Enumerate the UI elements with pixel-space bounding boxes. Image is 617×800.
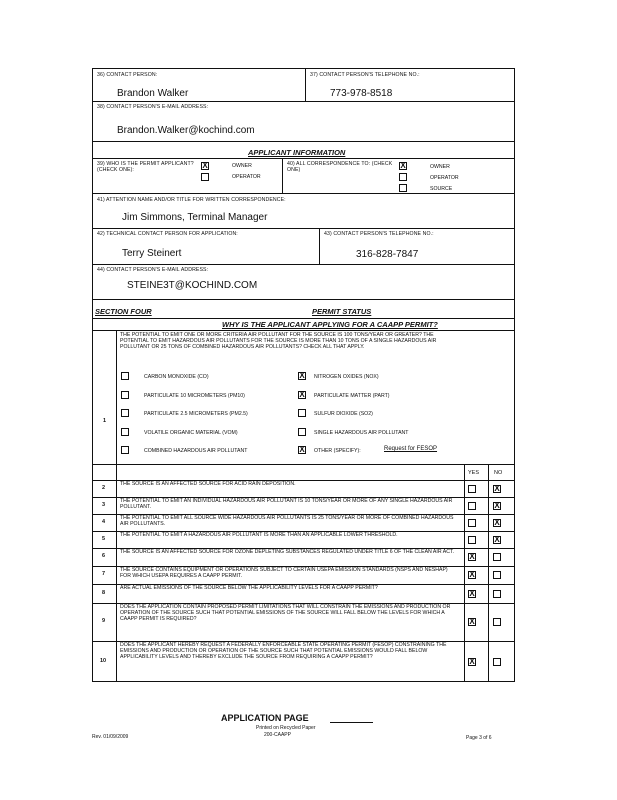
question-no-checkbox[interactable]	[493, 590, 501, 598]
field-42-label: 42) TECHNICAL CONTACT PERSON FOR APPLICATION:	[97, 231, 238, 237]
pollutant-left-checkbox[interactable]	[121, 446, 129, 454]
contact-email-field[interactable]: Brandon.Walker@kochind.com	[117, 125, 255, 136]
pollutant-left-checkbox[interactable]	[121, 372, 129, 380]
question-no-checkbox[interactable]: X	[494, 484, 500, 493]
applicant-info-title: APPLICANT INFORMATION	[248, 148, 346, 157]
question-no-checkbox[interactable]	[493, 571, 501, 579]
question-no-checkbox[interactable]	[493, 618, 501, 626]
correspondence-source-label: SOURCE	[430, 186, 453, 192]
pollutant-right-checkbox[interactable]	[298, 428, 306, 436]
correspondence-owner-label: OWNER	[430, 164, 450, 170]
correspondence-operator-checkbox[interactable]	[399, 173, 407, 181]
pollutant-left-checkbox[interactable]	[121, 391, 129, 399]
question-no-checkbox[interactable]: X	[494, 518, 500, 527]
form-code: 200-CAAPP	[264, 732, 291, 738]
question-yes-checkbox[interactable]: X	[469, 552, 475, 561]
field-43-label: 43) CONTACT PERSON'S TELEPHONE NO.:	[324, 231, 434, 237]
question-number: 2	[102, 484, 106, 491]
question-text: THE POTENTIAL TO EMIT AN INDIVIDUAL HAZARDOUS AIR POLLUTANT IS 10 TONS/YEAR OR MORE OF ANY SINGLE HAZARDOUS AIR POLLUTANT.	[120, 498, 453, 511]
yes-column-header: YES	[468, 470, 480, 476]
question-text: THE POTENTIAL TO EMIT ALL SOURCE WIDE HAZARDOUS AIR POLLUTANTS IS 25 TONS/YEAR OR MORE OF COMBINED HAZARDOUS AIR POLLUTANTS.	[120, 515, 454, 528]
question-number: 6	[102, 553, 106, 559]
correspondence-owner-checkbox[interactable]: X	[400, 161, 406, 170]
field-41-label: 41) ATTENTION NAME AND/OR TITLE FOR WRITTEN CORRESPONDENCE:	[97, 197, 286, 203]
pollutant-left-checkbox[interactable]	[121, 409, 129, 417]
pollutant-left-label: CARBON MONOXIDE (CO)	[144, 374, 209, 380]
question-text: DOES THE APPLICATION CONTAIN PROPOSED PERMIT LIMITATIONS THAT WILL CONSTRAIN THE EMISSIONS AND PRODUCTION OR OPERATION OF THE SOURCE SUCH THAT POTENTIAL EMISSIONS OF THE SOURCE WILL FALL BELOW THE LEVELS FOR WHICH A CAAPP PERMIT IS REQUIRED?	[120, 604, 451, 623]
field-36-label: 36) CONTACT PERSON:	[97, 72, 158, 78]
question-yes-checkbox[interactable]: X	[469, 617, 475, 626]
field-38-label: 38) CONTACT PERSON'S E-MAIL ADDRESS:	[97, 104, 209, 110]
correspondence-operator-label: OPERATOR	[430, 175, 459, 181]
applicant-owner-label: OWNER	[232, 163, 252, 169]
question-number: 7	[102, 571, 106, 577]
question-text: ARE ACTUAL EMISSIONS OF THE SOURCE BELOW THE APPLICABILITY LEVELS FOR A CAAPP PERMIT?	[120, 585, 378, 591]
question-no-checkbox[interactable]: X	[494, 535, 500, 544]
question-number: 3	[102, 501, 106, 508]
question-no-checkbox[interactable]: X	[494, 501, 500, 510]
recycled-paper-note: Printed on Recycled Paper	[256, 725, 316, 731]
question-number: 5	[102, 535, 106, 542]
pollutant-right-label: OTHER (SPECIFY):	[314, 448, 361, 454]
technical-contact-field[interactable]: Terry Steinert	[122, 248, 182, 259]
applicant-operator-label: OPERATOR	[232, 174, 261, 180]
pollutant-right-checkbox[interactable]	[298, 409, 306, 417]
applicant-operator-checkbox[interactable]	[201, 173, 209, 181]
section-subtitle: WHY IS THE APPLICANT APPLYING FOR A CAAPP PERMIT?	[222, 320, 438, 329]
contact-person-field[interactable]: Brandon Walker	[117, 88, 189, 99]
pollutant-right-label: SINGLE HAZARDOUS AIR POLLUTANT	[314, 430, 409, 436]
question-yes-checkbox[interactable]: X	[469, 570, 475, 579]
field-40-label: 40) ALL CORRESPONDENCE TO: (CHECK ONE)	[287, 161, 393, 173]
pollutant-left-label: PARTICULATE 10 MICROMETERS (PM10)	[144, 393, 245, 399]
question-number: 8	[102, 589, 106, 596]
technical-phone-field[interactable]: 316-828-7847	[356, 249, 419, 260]
question-number: 4	[102, 518, 106, 525]
q1-text: THE POTENTIAL TO EMIT ONE OR MORE CRITERIA AIR POLLUTANT FOR THE SOURCE IS 100 TONS/YEAR OR GREATER? THE POTENTIAL TO EMIT HAZARDOUS AIR POLLUTANTS FOR THE SOURCE IS MORE THAN 10 TONS OF A SINGLE HAZARDOUS AIR POLLUTANT OR 25 TONS OF COMBINED HAZARDOUS AIR POLLUTANTS? CHECK ALL THAT APPLY.	[120, 332, 437, 351]
pollutant-right-checkbox[interactable]: X	[299, 371, 305, 380]
pollutant-right-label: PARTICULATE MATTER (PART)	[314, 393, 390, 399]
field-39-label: 39) WHO IS THE PERMIT APPLICANT? (CHECK ONE):	[97, 161, 194, 173]
contact-phone-field[interactable]: 773-978-8518	[330, 88, 393, 99]
question-yes-checkbox[interactable]	[468, 519, 476, 527]
pollutant-left-label: COMBINED HAZARDOUS AIR POLLUTANT	[144, 448, 248, 454]
pollutant-right-label: SULFUR DIOXIDE (SO2)	[314, 411, 373, 417]
pollutant-right-label: NITROGEN OXIDES (NOX)	[314, 374, 379, 380]
question-no-checkbox[interactable]	[493, 658, 501, 666]
other-specify-value[interactable]: Request for FESOP	[384, 446, 438, 452]
correspondence-source-checkbox[interactable]	[399, 184, 407, 192]
revision-date: Rev. 01/09/2009	[92, 734, 129, 740]
section-four-label: SECTION FOUR	[95, 307, 152, 316]
question-yes-checkbox[interactable]	[468, 502, 476, 510]
applicant-owner-checkbox[interactable]: X	[202, 161, 208, 170]
question-text: THE SOURCE IS AN AFFECTED SOURCE FOR ACID RAIN DEPOSITION.	[120, 481, 296, 487]
question-text: THE POTENTIAL TO EMIT A HAZARDOUS AIR POLLUTANT IS MORE THAN AN APPLICABLE LOWER THRESHOLD.	[120, 532, 398, 538]
pollutant-right-checkbox[interactable]: X	[299, 390, 305, 399]
question-text: THE SOURCE CONTAINS EQUIPMENT OR OPERATIONS SUBJECT TO CERTAIN USEPA EMISSION STANDARDS (NSPS AND NESHAP) FOR WHICH USEPA REQUIRES A CAAPP PERMIT.	[120, 567, 448, 580]
pollutant-left-checkbox[interactable]	[121, 428, 129, 436]
question-number: 9	[102, 618, 106, 624]
pollutant-right-checkbox[interactable]: X	[299, 445, 305, 454]
page-number: Page 3 of 6	[466, 735, 492, 741]
question-text: DOES THE APPLICANT HEREBY REQUEST A FEDERALLY ENFORCEABLE STATE OPERATING PERMIT (FESOP) CONSTRAINING THE EMISSIONS AND PRODUCTION OR OPERATION OF THE SOURCE SUCH THAT POTENTIAL EMISSIONS WOULD FALL BELOW APPLICABILITY LEVELS AND THEREBY EXCLUDE THE SOURCE FROM REQUIRING A CAAPP PERMIT?	[120, 642, 447, 661]
attention-name-field[interactable]: Jim Simmons, Terminal Manager	[122, 212, 268, 223]
question-text: THE SOURCE IS AN AFFECTED SOURCE FOR OZONE DEPLETING SUBSTANCES REGULATED UNDER TITLE 6 OF THE CLEAN AIR ACT.	[120, 549, 454, 555]
field-44-label: 44) CONTACT PERSON'S E-MAIL ADDRESS:	[97, 267, 209, 273]
question-no-checkbox[interactable]	[493, 553, 501, 561]
pollutant-left-label: PARTICULATE 2.5 MICROMETERS (PM2.5)	[144, 411, 248, 417]
pollutant-left-label: VOLATILE ORGANIC MATERIAL (VOM)	[144, 430, 238, 436]
question-yes-checkbox[interactable]: X	[469, 589, 475, 598]
permit-status-title: PERMIT STATUS	[312, 307, 372, 316]
question-yes-checkbox[interactable]	[468, 536, 476, 544]
no-column-header: NO	[494, 470, 503, 476]
field-37-label: 37) CONTACT PERSON'S TELEPHONE NO.:	[310, 72, 420, 78]
application-page-label: APPLICATION PAGE	[221, 713, 309, 723]
q1-number: 1	[103, 418, 107, 424]
question-number: 10	[100, 657, 107, 664]
question-yes-checkbox[interactable]	[468, 485, 476, 493]
question-yes-checkbox[interactable]: X	[469, 657, 475, 666]
technical-email-field[interactable]: STEINE3T@KOCHIND.COM	[127, 280, 258, 291]
